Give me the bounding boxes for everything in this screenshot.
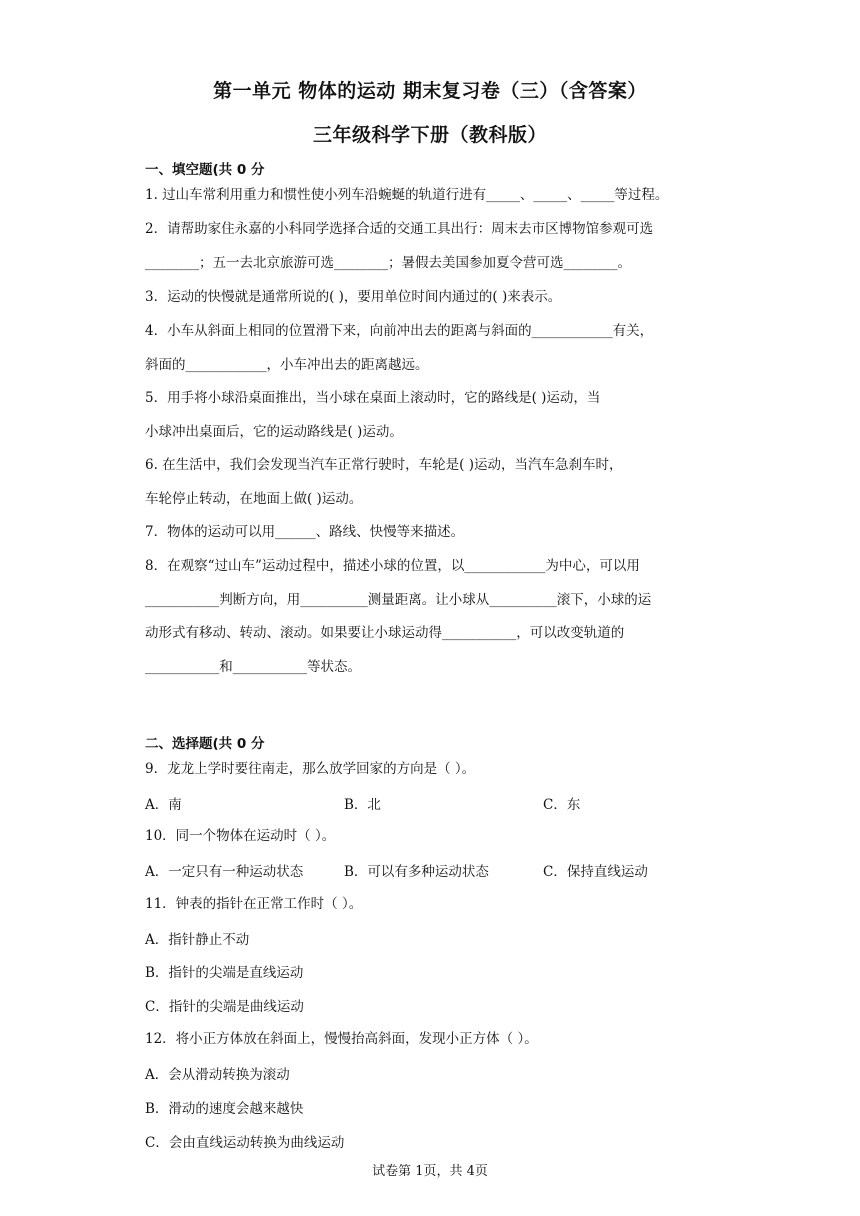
option-a: A．会从滑动转换为滚动 <box>145 1067 290 1083</box>
question-stem: 12．将小正方体放在斜面上，慢慢抬高斜面，发现小正方体（ ）。 <box>145 1031 538 1047</box>
question-stem: 11．钟表的指针在正常工作时（ ）。 <box>145 896 363 912</box>
question-line: 车轮停止转动，在地面上做( )运动。 <box>145 491 363 507</box>
question-line: 2．请帮助家住永嘉的小科同学选择合适的交通工具出行：周末去市区博物馆参观可选 <box>145 221 654 237</box>
question-stem: 10．同一个物体在运动时（ ）。 <box>145 828 336 844</box>
section-heading-choice: 二、选择题(共 0 分 <box>145 736 265 752</box>
option-b: B．滑动的速度会越来越快 <box>145 1101 304 1117</box>
option-b: B．北 <box>344 797 381 813</box>
option-b: B．可以有多种运动状态 <box>344 864 489 880</box>
question-line: 动形式有移动、转动、滚动。如果要让小球运动得___________，可以改变轨道的 <box>145 625 625 641</box>
page-subtitle: 三年级科学下册（教科版） <box>312 124 547 146</box>
option-c: C．指针的尖端是曲线运动 <box>145 999 304 1015</box>
option-a: A．一定只有一种运动状态 <box>145 864 304 880</box>
option-c: C．会由直线运动转换为曲线运动 <box>145 1135 345 1151</box>
option-a: A．南 <box>145 797 182 813</box>
question-line: 8．在观察“过山车”运动过程中，描述小球的位置，以____________为中心，可以用 <box>145 558 640 574</box>
option-b: B．指针的尖端是直线运动 <box>145 965 304 981</box>
option-a: A．指针静止不动 <box>145 932 250 948</box>
question-line: ___________判断方向，用__________测量距离。让小球从__________滚下，小球的运 <box>145 592 652 608</box>
option-c: C．东 <box>543 797 581 813</box>
question-stem: 9．龙龙上学时要往南走，那么放学回家的方向是（ ）。 <box>145 761 476 777</box>
question-line: 小球冲出桌面后，它的运动路线是( )运动。 <box>145 424 403 440</box>
option-c: C．保持直线运动 <box>543 864 648 880</box>
question-line: 5．用手将小球沿桌面推出，当小球在桌面上滚动时，它的路线是( )运动，当 <box>145 390 601 406</box>
question-line: 斜面的____________，小车冲出去的距离越远。 <box>145 357 429 373</box>
page-footer: 试卷第 1页，共 4页 <box>372 1164 488 1179</box>
question-line: 6. 在生活中，我们会发现当汽车正常行驶时，车轮是( )运动，当汽车急刹车时， <box>145 457 623 473</box>
question-line: 1. 过山车常利用重力和惯性使小列车沿蜿蜒的轨道行进有_____、_____、_____等过程。 <box>145 187 669 203</box>
question-line: 4．小车从斜面上相同的位置滑下来，向前冲出去的距离与斜面的____________有关， <box>145 323 654 339</box>
section-heading-fill-blank: 一、填空题(共 0 分 <box>145 162 265 178</box>
question-line: ________；五一去北京旅游可选________；暑假去美国参加夏令营可选________。 <box>145 255 631 271</box>
question-line: 3．运动的快慢就是通常所说的( )，要用单位时间内通过的( )来表示。 <box>145 289 562 305</box>
question-line: ___________和___________等状态。 <box>145 659 361 675</box>
page-title: 第一单元 物体的运动 期末复习卷（三）（含答案） <box>213 80 647 102</box>
question-line: 7．物体的运动可以用______、路线、快慢等来描述。 <box>145 524 465 540</box>
